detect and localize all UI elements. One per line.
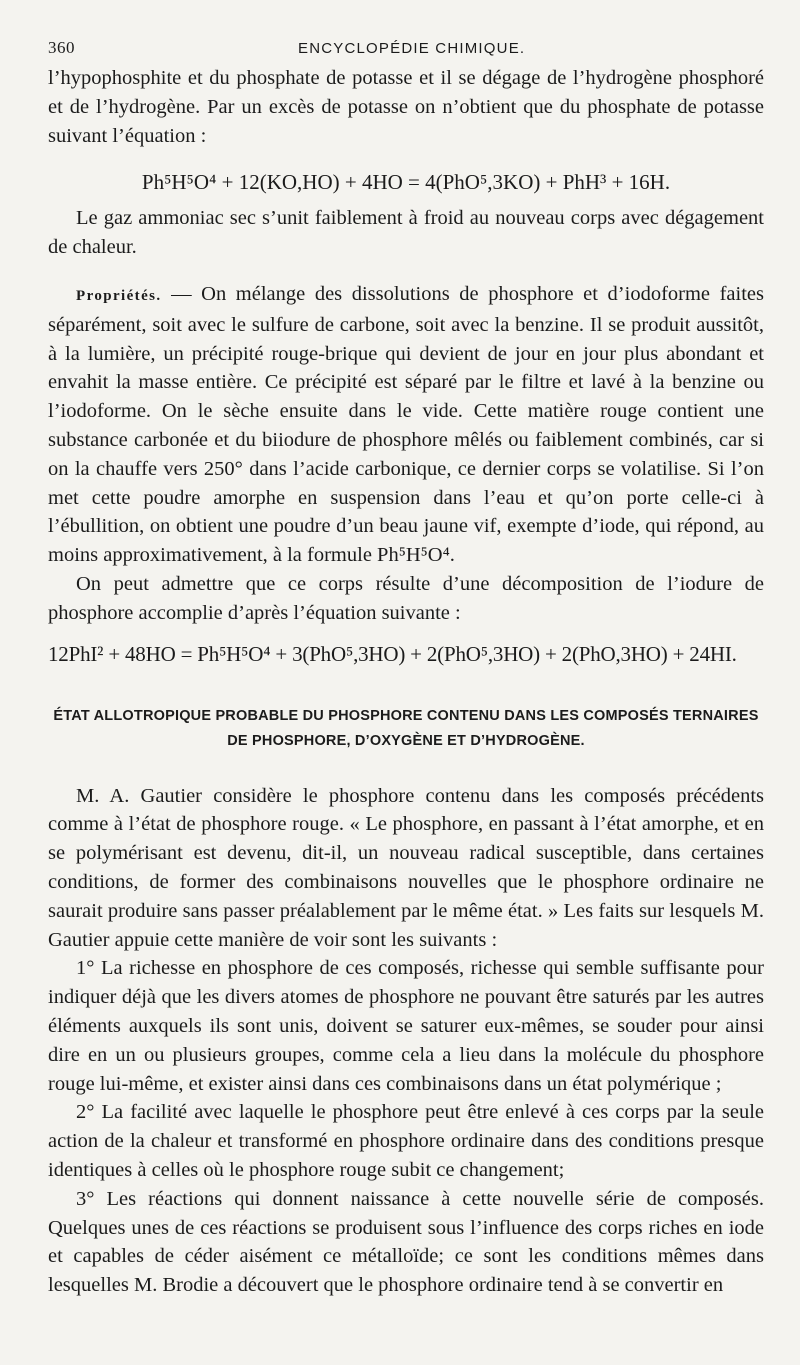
equation-potash: Ph⁵H⁵O⁴ + 12(KO,HO) + 4HO = 4(PhO⁵,3KO) + PhH³ + 16H. — [141, 170, 671, 195]
section-heading-line-2: DE PHOSPHORE, D’OXYGÈNE ET D’HYDROGÈNE. — [227, 732, 585, 749]
paragraph-point-1: 1° La richesse en phosphore de ces composés, richesse qui semble suffisante pour indiquer déjà que les divers atomes de phosphore ne pouvant être saturés par les autres éléments auxquels ils sont unis, doivent se saturer eux-mêmes, se souder pour ainsi dire en un ou plusieurs groupes, comme cela a lieu dans la molécule du phosphore rouge lui-même, et exister ainsi dans ces combinaisons dans un état polymérique ; — [48, 957, 764, 1095]
equation-iodide: 12PhI² + 48HO = Ph⁵H⁵O⁴ + 3(PhO⁵,3HO) + 2(PhO⁵,3HO) + 2(PhO,3HO) + 24HI. — [48, 641, 737, 666]
spacer — [48, 262, 764, 280]
paragraph-potash-reaction: l’hypophosphite et du phosphate de potasse et il se dégage de l’hydrogène phosphoré et de l’hydrogène. Par un excès de potasse on n’obtient que du phosphate de potasse suivant l’équation : — [48, 67, 764, 147]
properties-text: — On mélange des dissolutions de phosphore et d’iodoforme faites séparément, soit avec le sulfure de carbone, soit avec la benzine. Il se produit aussitôt, à la lumière, un précipité rouge-brique qui devient de jour en jour plus abondant et envahit la masse entière. Ce précipité est séparé par le filtre et lavé à la benzine ou l’iodoforme. On le sèche ensuite dans le vide. Cette matière rouge contient une substance carbonée et du biiodure de phosphore mêlés ou faiblement combinés, car si on la chauffe vers 250° dans l’acide carbonique, ce dernier corps se volatilise. Si l’on met cette poudre amorphe en suspension dans l’eau et qu’on porte celle-ci à l’ébullition, on obtient une poudre d’un beau jaune vif, exempte d’iode, qui répond, au moins approximativement, à la formule Ph⁵H⁵O⁴. — [48, 282, 764, 567]
properties-label: Propriétés. — [76, 287, 162, 304]
running-head — [48, 38, 764, 64]
paragraph-ammonia: Le gaz ammoniac sec s’unit faiblement à froid au nouveau corps avec dégagement de chaleur. — [48, 207, 764, 259]
paragraph-properties — [48, 280, 764, 570]
section-heading-line-1: ÉTAT ALLOTROPIQUE PROBABLE DU PHOSPHORE CONTENU DANS LES COMPOSÉS TERNAIRES — [53, 707, 759, 724]
running-title: ENCYCLOPÉDIE CHIMIQUE. — [298, 40, 526, 57]
page-number: 360 — [48, 38, 75, 57]
section-heading — [48, 704, 764, 754]
paragraph-gautier: M. A. Gautier considère le phosphore contenu dans les composés précédents comme à l’état de phosphore rouge. « Le phosphore, en passant à l’état amorphe, et en se polymérisant est devenu, dit-il, un nouveau radical susceptible, dans certaines conditions, de former des combinaisons nouvelles que le phosphore ordinaire ne saurait produire sans passer préalablement par le même état. » Les faits sur lesquels M. Gautier appuie cette manière de voir sont les suivants : — [48, 784, 764, 951]
paragraph-iodide-decomposition: On peut admettre que ce corps résulte d’une décomposition de l’iodure de phosphore accomplie d’après l’équation suivante : — [48, 572, 764, 624]
paragraph-point-2: 2° La facilité avec laquelle le phosphore peut être enlevé à ces corps par la seule action de la chaleur et transformé en phosphore ordinaire dans des conditions presque identiques à celles où le phosphore rouge subit ce changement; — [48, 1101, 764, 1181]
paragraph-point-3: 3° Les réactions qui donnent naissance à cette nouvelle série de composés. Quelques unes de ces réactions se produisent sous l’influence des corps riches en iode et capables de céder aisément ce métalloïde; ce sont les conditions mêmes dans lesquelles M. Brodie a découvert que le phosphore ordinaire tend à se convertir en — [48, 1187, 764, 1297]
